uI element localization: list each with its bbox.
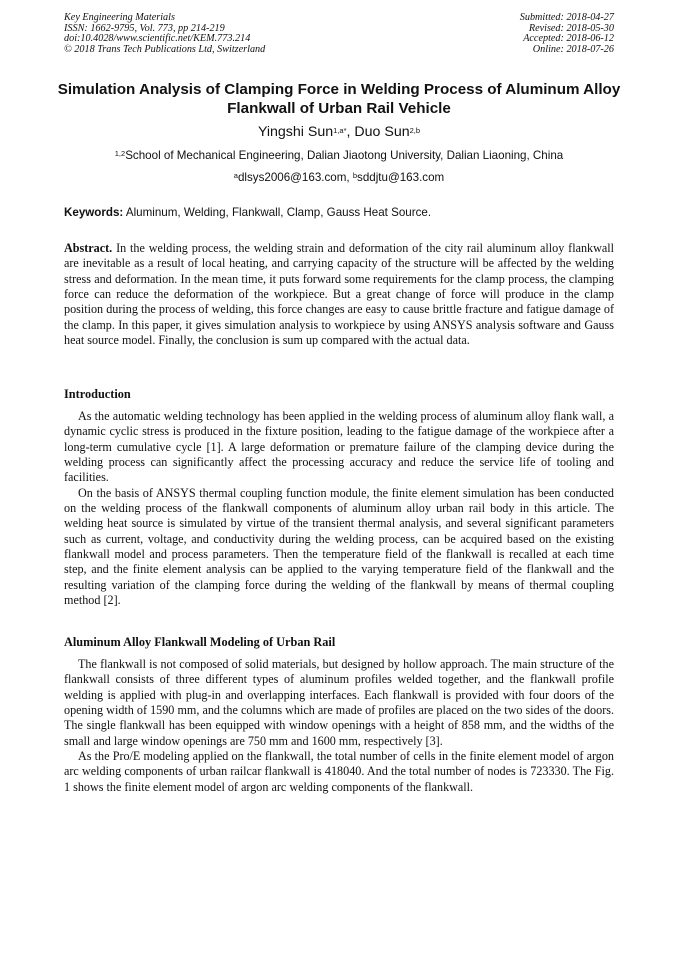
accepted-date: Accepted: 2018-06-12 [523, 33, 614, 45]
paragraph: As the automatic welding technology has been applied in the welding process of aluminum alloy flank wall, a dynamic cyclic stress is produced in the fixture position, leading to the fatigue damage of the workpiece after a long-term cumulative cycle [1]. A large deformation or premature failure of the clamping device during the welding process can significantly affect the processing accuracy and reduce the service life of tooling and facilities. [64, 409, 614, 485]
doi-line: doi:10.4028/www.scientific.net/KEM.773.214 [64, 33, 251, 45]
section-heading: Aluminum Alloy Flankwall Modeling of Urban Rail [64, 635, 336, 649]
submitted-date: Submitted: 2018-04-27 [519, 12, 614, 23]
publication-dates [520, 13, 614, 55]
journal-name: Key Engineering Materials [64, 12, 175, 23]
keywords-text: Aluminum, Welding, Flankwall, Clamp, Gauss Heat Source. [123, 206, 432, 219]
keywords-label: Keywords: [64, 206, 124, 219]
email-link[interactable]: sddjtu@163.com [357, 171, 445, 184]
author-superscript: 2,b [409, 126, 421, 135]
affiliation-superscript: 1,2 [114, 149, 126, 158]
email-link[interactable]: dlsys2006@163.com [237, 171, 347, 184]
journal-info [64, 13, 265, 55]
section-body [64, 409, 614, 608]
email-superscript: b [352, 171, 358, 180]
paragraph: As the Pro/E modeling applied on the flankwall, the total number of cells in the finite element model of argon arc welding components of urban railcar flankwall is 418040. And the total number of nodes is 723330. The Fig. 1 shows the finite element model of argon arc welding components of the flankwall. [64, 749, 614, 794]
keywords [64, 206, 614, 220]
affiliation-text: School of Mechanical Engineering, Dalian Jiaotong University, Dalian Liaoning, China [125, 149, 564, 162]
affiliation [40, 149, 638, 163]
abstract [64, 241, 614, 348]
paragraph: On the basis of ANSYS thermal coupling function module, the finite element simulation has been conducted on the welding process of the flankwall components of aluminum alloy urban rail body in this article. The welding heat source is simulated by virtue of the transient thermal analysis, and several significant parameters such as current, voltage, and conductivity during the welding process, can be acquired based on the existing flankwall model and process parameters. Then the temperature field of the flankwall is recalled at each time step, and the finite element analysis can be applied to the varying temperature field of the flankwall and the resulting variation of the clamping force during the welding of the flankwall by means of thermal coupling method [2]. [64, 485, 614, 608]
copyright-line: © 2018 Trans Tech Publications Ltd, Switzerland [64, 43, 266, 55]
online-date: Online: 2018-07-26 [532, 43, 614, 55]
author-separator: , [346, 124, 355, 140]
email-separator: , [346, 171, 353, 184]
author-superscript: 1,a* [333, 126, 347, 135]
section-body [64, 657, 614, 795]
abstract-text: In the welding process, the welding strain and deformation of the city rail aluminum alloy flankwall are inevitable as a result of local heating, and carrying capacity of the structure will be affected by the welding stress and deformation. In the mean time, it puts forward some requirements for the clamp process, the clamping force can reduce the deformation of the workpiece. But a great change of force will produce in the clamp position during the process of welding, this force changes are easy to cause brittle fracture and fatigue damage of the clamp. In this paper, it gives simulation analysis to workpiece by using ANSYS analysis software and Gauss heat source model. Finally, the conclusion is sum up compared with the actual data. [64, 241, 614, 348]
revised-date: Revised: 2018-05-30 [528, 22, 614, 34]
author-emails [40, 171, 638, 185]
author-name: Yingshi Sun [257, 124, 334, 140]
paragraph: The flankwall is not composed of solid materials, but designed by hollow approach. The main structure of the flankwall consists of three different types of aluminum profiles welded together, and the flankwall profile welding is applied with plug-in and overlapping interfaces. Each flankwall is provided with four doors of the opening width of 1590 mm, and the columns which are made of profiles are placed on the two sides of the doors. The single flankwall has been equipped with window openings with a height of 858 mm, and the widths of the small and large window openings are 750 mm and 1600 mm, respectively [3]. [64, 657, 614, 748]
author-list [40, 124, 638, 141]
email-superscript: a [233, 171, 238, 180]
section-heading: Introduction [64, 387, 131, 401]
abstract-label: Abstract. [64, 241, 113, 255]
author-name: Duo Sun [354, 124, 410, 140]
issn-line: ISSN: 1662-9795, Vol. 773, pp 214-219 [64, 22, 225, 34]
paper-title: Simulation Analysis of Clamping Force in Welding Process of Aluminum Alloy Flankwall of Urban Rail Vehicle [57, 81, 621, 117]
